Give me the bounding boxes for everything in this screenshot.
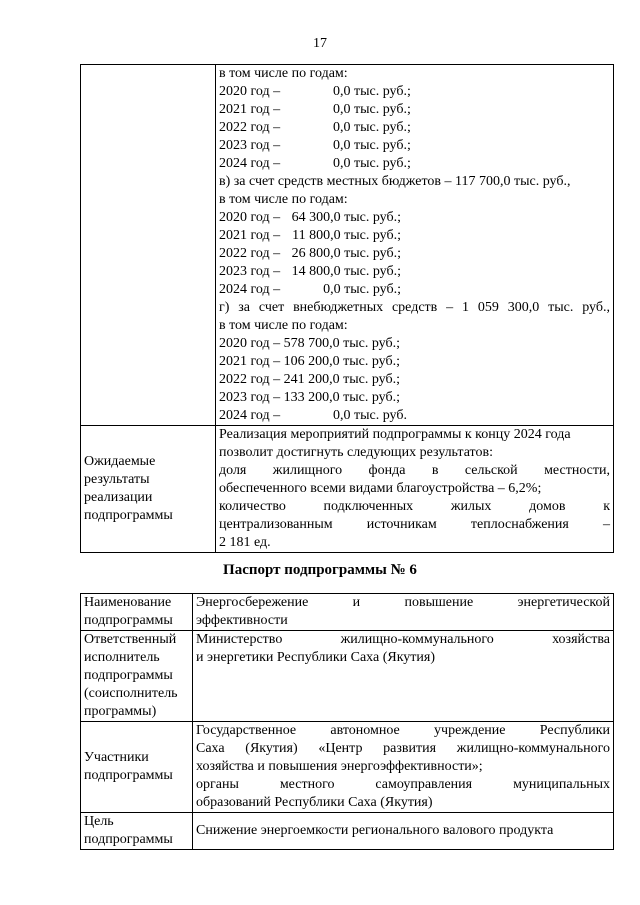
finance-year-line: 2020 год – 0,0 тыс. руб.; [219,84,411,99]
extra-year-line: 2024 год – 0,0 тыс. руб. [219,408,407,423]
passport-title: Паспорт подпрограммы № 6 [223,562,417,578]
extra-budget-subheader: в том числе по годам: [219,318,348,333]
passport-label-cell: Ответственный исполнитель подпрограммы (соисполнитель программы) [81,631,193,722]
passport-row-goal [81,813,614,850]
results-row [81,426,614,553]
passport-value-cell: Снижение энергоемкости регионального валового продукта [193,813,614,850]
local-year-line: 2024 год – 0,0 тыс. руб.; [219,282,401,297]
local-year-line: 2023 год – 14 800,0 тыс. руб.; [219,264,401,279]
finance-continuation-table [80,64,614,553]
passport-row-executor [81,631,614,722]
extra-budget-header: г) за счет внебюджетных средств – 1 059 300,0 тыс. руб., [219,300,610,315]
passport-value-cell: Министерство жилищно-коммунального хозяйства и энергетики Республики Саха (Якутия) [193,631,614,722]
local-budget-header: в) за счет средств местных бюджетов – 117 700,0 тыс. руб., [219,174,571,189]
finance-label-cell [81,65,216,426]
passport-label-cell: Наименование подпрограммы [81,594,193,631]
local-year-line: 2020 год – 64 300,0 тыс. руб.; [219,210,401,225]
finance-line: в том числе по годам: [219,66,348,81]
finance-value-cell [216,65,614,426]
local-year-line: 2022 год – 26 800,0 тыс. руб.; [219,246,401,261]
passport-value-cell: Государственное автономное учреждение Республики Саха (Якутия) «Центр развития жилищно-коммунального хозяйства и повышения энергоэффективности»; органы местного самоуправления муниципальных образований Республики Саха (Якутия) [193,722,614,813]
passport-table [80,593,614,850]
finance-year-line: 2024 год – 0,0 тыс. руб.; [219,156,411,171]
finance-year-line: 2022 год – 0,0 тыс. руб.; [219,120,411,135]
results-label-cell: Ожидаемые результаты реализации подпрограммы [81,426,216,553]
passport-value-cell: Энергосбережение и повышение энергетической эффективности [193,594,614,631]
extra-year-line: 2023 год – 133 200,0 тыс. руб.; [219,390,400,405]
finance-year-line: 2023 год – 0,0 тыс. руб.; [219,138,411,153]
extra-year-line: 2021 год – 106 200,0 тыс. руб.; [219,354,400,369]
extra-year-line: 2020 год – 578 700,0 тыс. руб.; [219,336,400,351]
local-year-line: 2021 год – 11 800,0 тыс. руб.; [219,228,401,243]
finance-year-line: 2021 год – 0,0 тыс. руб.; [219,102,411,117]
passport-label-cell: Участники подпрограммы [81,722,193,813]
local-budget-subheader: в том числе по годам: [219,192,348,207]
passport-row-name [81,594,614,631]
results-value-cell: Реализация мероприятий подпрограммы к концу 2024 года позволит достигнуть следующих результатов: доля жилищного фонда в сельской местности, обеспеченного всеми видами благоустройства – 6,2%; количество подключенных жилых домов к централизованным источникам теплоснабжения – 2 181 ед. [216,426,614,553]
finance-row [81,65,614,426]
passport-row-participants [81,722,614,813]
extra-year-line: 2022 год – 241 200,0 тыс. руб.; [219,372,400,387]
passport-label-cell: Цель подпрограммы [81,813,193,850]
page-number: 17 [313,36,327,51]
